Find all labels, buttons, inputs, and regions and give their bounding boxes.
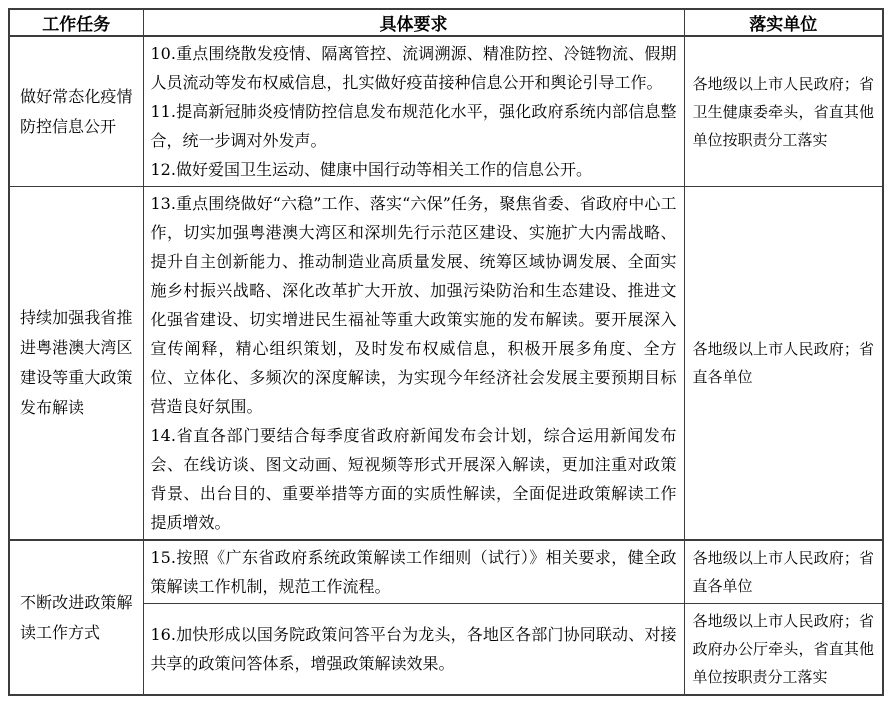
requirement-item: 11.提高新冠肺炎疫情防控信息发布规范化水平，强化政府系统内部信息整合，统一步调对外发声。: [150, 102, 677, 150]
header-task: 工作任务: [9, 9, 143, 36]
unit-cell: 各地级以上市人民政府；省直各单位: [684, 540, 883, 604]
table-row: [9, 36, 883, 187]
requirements-cell: [143, 540, 684, 604]
requirements-cell: [143, 36, 684, 187]
unit-cell: 各地级以上市人民政府；省卫生健康委牵头，省直其他单位按职责分工落实: [684, 36, 883, 187]
requirement-item: 15.按照《广东省政府系统政策解读工作细则（试行）》相关要求，健全政策解读工作机制，规范工作流程。: [150, 548, 677, 596]
requirement-item: 16.加快形成以国务院政策问答平台为龙头，各地区各部门协同联动、对接共享的政策问答体系，增强政策解读效果。: [150, 625, 677, 673]
header-row: [9, 9, 883, 36]
unit-cell: 各地级以上市人民政府；省直各单位: [684, 187, 883, 541]
header-unit: 落实单位: [684, 9, 883, 36]
task-cell: 做好常态化疫情防控信息公开: [9, 36, 143, 187]
table-row: [9, 187, 883, 541]
requirements-cell: [143, 187, 684, 541]
task-cell: 持续加强我省推进粤港澳大湾区建设等重大政策发布解读: [9, 187, 143, 541]
requirement-item: 12.做好爱国卫生运动、健康中国行动等相关工作的信息公开。: [150, 160, 592, 179]
task-cell: 不断改进政策解读工作方式: [9, 540, 143, 695]
task-table: [8, 8, 884, 696]
unit-cell: 各地级以上市人民政府；省政府办公厅牵头，省直其他单位按职责分工落实: [684, 604, 883, 696]
requirement-item: 10.重点围绕散发疫情、隔离管控、流调溯源、精准防控、冷链物流、假期人员流动等发布权威信息，扎实做好疫苗接种信息公开和舆论引导工作。: [150, 44, 677, 92]
requirement-item: 13.重点围绕做好“六稳”工作、落实“六保”任务，聚焦省委、省政府中心工作，切实加强粤港澳大湾区和深圳先行示范区建设、实施扩大内需战略、提升自主创新能力、推动制造业高质量发展、统筹区域协调发展、全面实施乡村振兴战略、深化改革扩大开放、加强污染防治和生态建设、推进文化强省建设、切实增进民生福祉等重大政策实施的发布解读。要开展深入宣传阐释，精心组织策划，及时发布权威信息，积极开展多角度、全方位、立体化、多频次的深度解读，为实现今年经济社会发展主要预期目标营造良好氛围。: [150, 194, 677, 416]
table-row: [9, 540, 883, 604]
requirements-cell: [143, 604, 684, 696]
requirement-item: 14.省直各部门要结合每季度省政府新闻发布会计划，综合运用新闻发布会、在线访谈、图文动画、短视频等形式开展深入解读，更加注重对政策背景、出台目的、重要举措等方面的实质性解读，全面促进政策解读工作提质增效。: [150, 426, 677, 532]
header-requirements: 具体要求: [143, 9, 684, 36]
